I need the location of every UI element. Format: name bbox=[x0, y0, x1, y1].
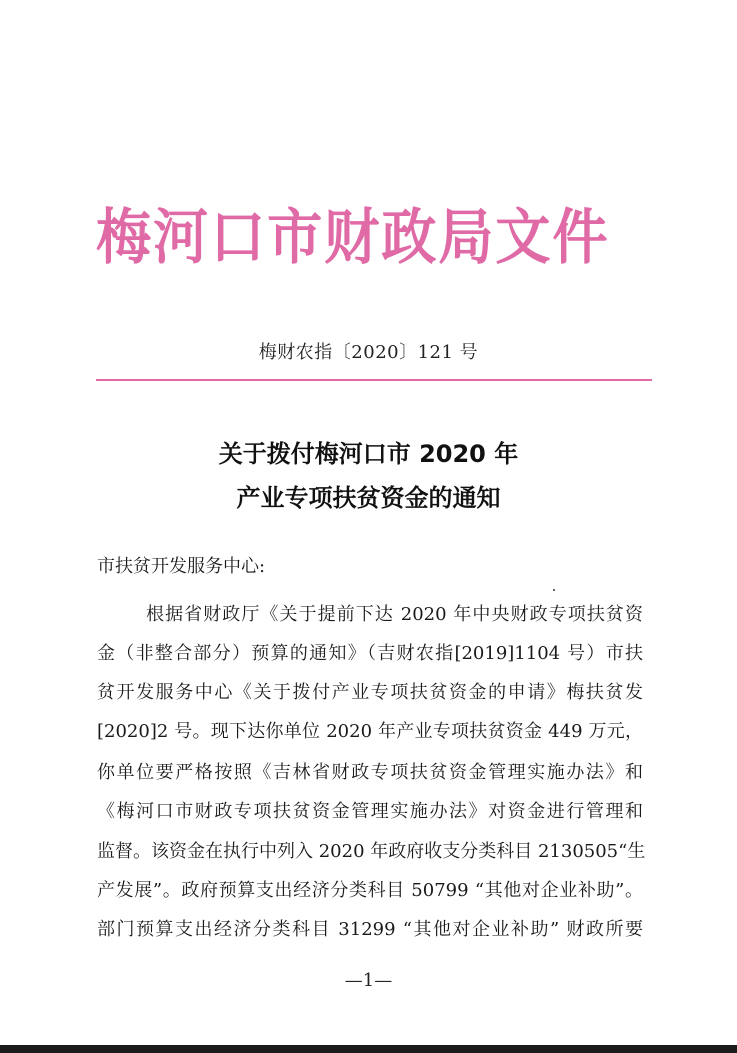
header-rule-line bbox=[96, 379, 652, 381]
body-line: 部门预算支出经济分类科目 31299 “其他对企业补助” 财政所要 bbox=[97, 919, 643, 940]
body-line: 产发展”。政府预算支出经济分类科目 50799 “其他对企业补助”。 bbox=[97, 880, 643, 901]
title-line-2: 产业专项扶贫资金的通知 bbox=[236, 484, 501, 512]
body-line: 金（非整合部分）预算的通知》（吉财农指[2019]1104 号）市扶 bbox=[97, 643, 643, 664]
scan-edge-bar bbox=[0, 1045, 737, 1053]
body-line: [2020]2 号。现下达你单位 2020 年产业专项扶贫资金 449 万元， bbox=[97, 721, 643, 742]
body-line: 贫开发服务中心《关于拨付产业专项扶贫资金的申请》梅扶贫发 bbox=[97, 682, 643, 703]
body-line: 你单位要严格按照《吉林省财政专项扶贫资金管理实施办法》和 bbox=[97, 762, 643, 783]
document-number: 梅财农指〔2020〕121 号 bbox=[258, 342, 479, 363]
title-line-1: 关于拨付梅河口市 2020 年 bbox=[218, 440, 519, 468]
masthead-title: 梅河口市财政局文件 bbox=[96, 203, 610, 273]
body-line: 监督。该资金在执行中列入 2020 年政府收支分类科目 2130505“生 bbox=[97, 841, 646, 862]
scan-speck bbox=[553, 589, 555, 591]
body-line: 《梅河口市财政专项扶贫资金管理实施办法》对资金进行管理和 bbox=[97, 801, 643, 822]
page-number: —1— bbox=[344, 970, 393, 991]
recipient: 市扶贫开发服务中心: bbox=[97, 556, 266, 577]
body-line: 根据省财政厅《关于提前下达 2020 年中央财政专项扶贫资 bbox=[146, 604, 643, 625]
